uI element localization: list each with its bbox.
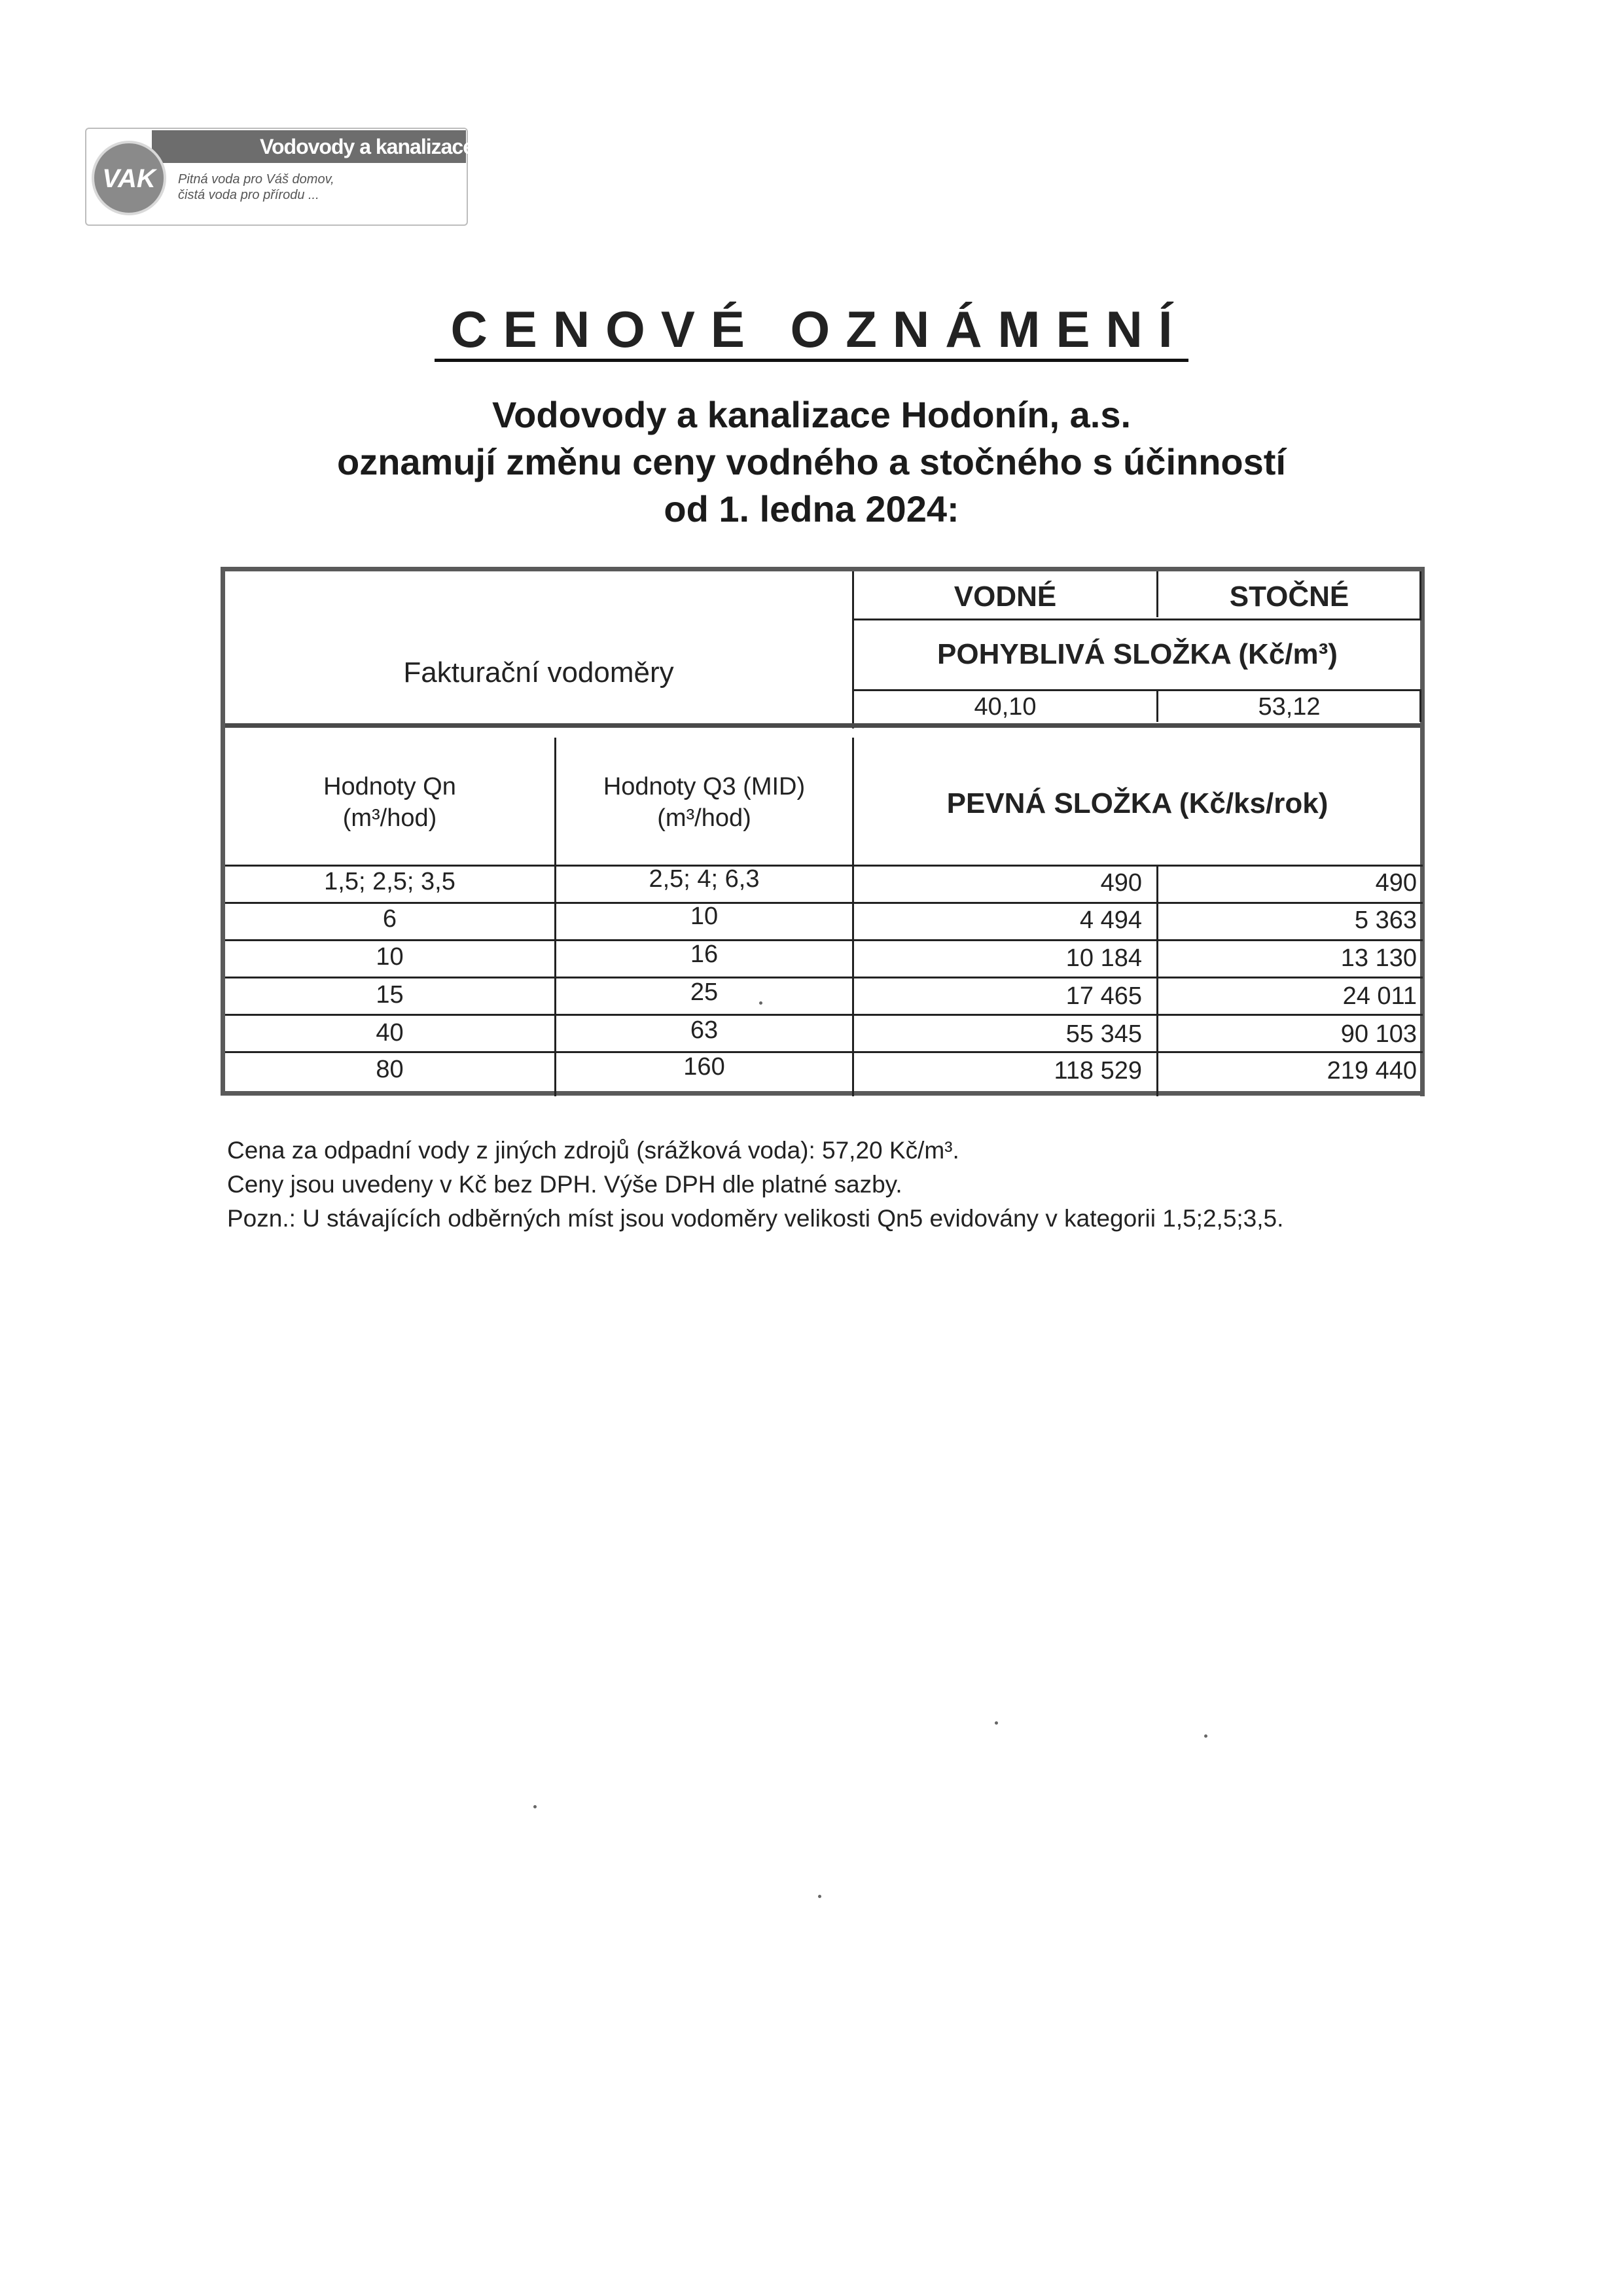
row-1-stocne: 490 [1375,869,1417,897]
row-6-qn: 80 [376,1056,404,1083]
row-1-vodne: 490 [1100,869,1142,897]
intro-line-3: od 1. ledna 2024: [664,488,959,529]
divider [852,689,1421,691]
intro-line-2: oznamují změnu ceny vodného a stočného s účinností [337,441,1286,482]
variable-vodne-value: 40,10 [974,693,1037,721]
note-vat: Ceny jsou uvedeny v Kč bez DPH. Výše DPH dle platné sazby. [227,1171,902,1198]
logo-tagline-line-2: čistá voda pro přírodu ... [178,188,319,202]
qn-unit: (m³/hod) [342,804,437,832]
row-3-q3: 16 [690,941,719,968]
row-5-qn: 40 [376,1019,404,1047]
row-6-vodne: 118 529 [1054,1057,1142,1085]
header-stocne: STOČNÉ [1229,581,1349,613]
intro-text [0,391,1623,533]
q3-column-header [556,771,852,834]
logo-banner [152,130,602,163]
scan-speck [533,1805,537,1808]
header-vodne: VODNÉ [954,581,1057,613]
row-4-stocne: 24 011 [1342,982,1417,1010]
row-4-qn: 15 [376,981,404,1009]
q3-unit: (m³/hod) [657,804,751,832]
qn-column-header [225,771,554,834]
row-6-stocne: 219 440 [1327,1057,1417,1085]
scan-speck [995,1721,998,1725]
title-text: CENOVÉ OZNÁMENÍ [435,300,1188,362]
row-1-q3: 2,5; 4; 6,3 [649,865,760,893]
note-rainwater: Cena za odpadní vody z jiných zdrojů (srážková voda): 57,20 Kč/m³. [227,1137,959,1164]
row-2-vodne: 4 494 [1079,906,1142,934]
header-fakturacni-vodomery: Fakturační vodoměry [403,656,674,689]
section-divider [225,723,1420,728]
row-4-vodne: 17 465 [1065,982,1142,1010]
fixed-component-label: PEVNÁ SLOŽKA (Kč/ks/rok) [946,787,1329,819]
row-2-stocne: 5 363 [1354,906,1417,934]
notes [227,1134,1283,1236]
scan-speck [1204,1734,1207,1738]
row-5-stocne: 90 103 [1340,1020,1417,1048]
row-3-qn: 10 [376,943,404,971]
scan-speck [818,1895,821,1898]
row-1-qn: 1,5; 2,5; 3,5 [324,868,455,895]
logo-mark: VAK [102,164,156,193]
divider [225,1014,1423,1016]
row-4-q3: 25 [690,978,719,1006]
variable-component-label: POHYBLIVÁ SLOŽKA (Kč/m³) [937,638,1338,670]
vak-logo-icon [92,141,166,215]
row-3-vodne: 10 184 [1065,944,1142,972]
divider [1419,571,1421,619]
scan-speck [759,1001,762,1005]
logo-tagline-line-1: Pitná voda pro Váš domov, [178,172,334,187]
row-2-q3: 10 [690,903,719,930]
price-table [221,567,1425,1096]
right-border [1420,723,1425,1096]
document-title [0,300,1623,362]
row-3-stocne: 13 130 [1340,944,1417,972]
row-2-qn: 6 [382,905,397,933]
row-5-vodne: 55 345 [1065,1020,1142,1048]
row-6-q3: 160 [683,1053,725,1081]
logo-tagline [178,171,334,203]
divider [852,619,1421,620]
logo-company-name: Vodovody a kanalizace Hodonín, a.s. [260,135,602,158]
q3-label: Hodnoty Q3 (MID) [603,773,806,800]
intro-line-1: Vodovody a kanalizace Hodonín, a.s. [491,394,1132,435]
company-logo [85,128,602,226]
row-5-q3: 63 [690,1016,719,1044]
qn-label: Hodnoty Qn [323,773,456,800]
variable-stocne-value: 53,12 [1258,693,1321,721]
note-qn5: Pozn.: U stávajících odběrných míst jsou vodoměry velikosti Qn5 evidovány v kategorii 1,5;2,5;3,5. [227,1205,1284,1232]
